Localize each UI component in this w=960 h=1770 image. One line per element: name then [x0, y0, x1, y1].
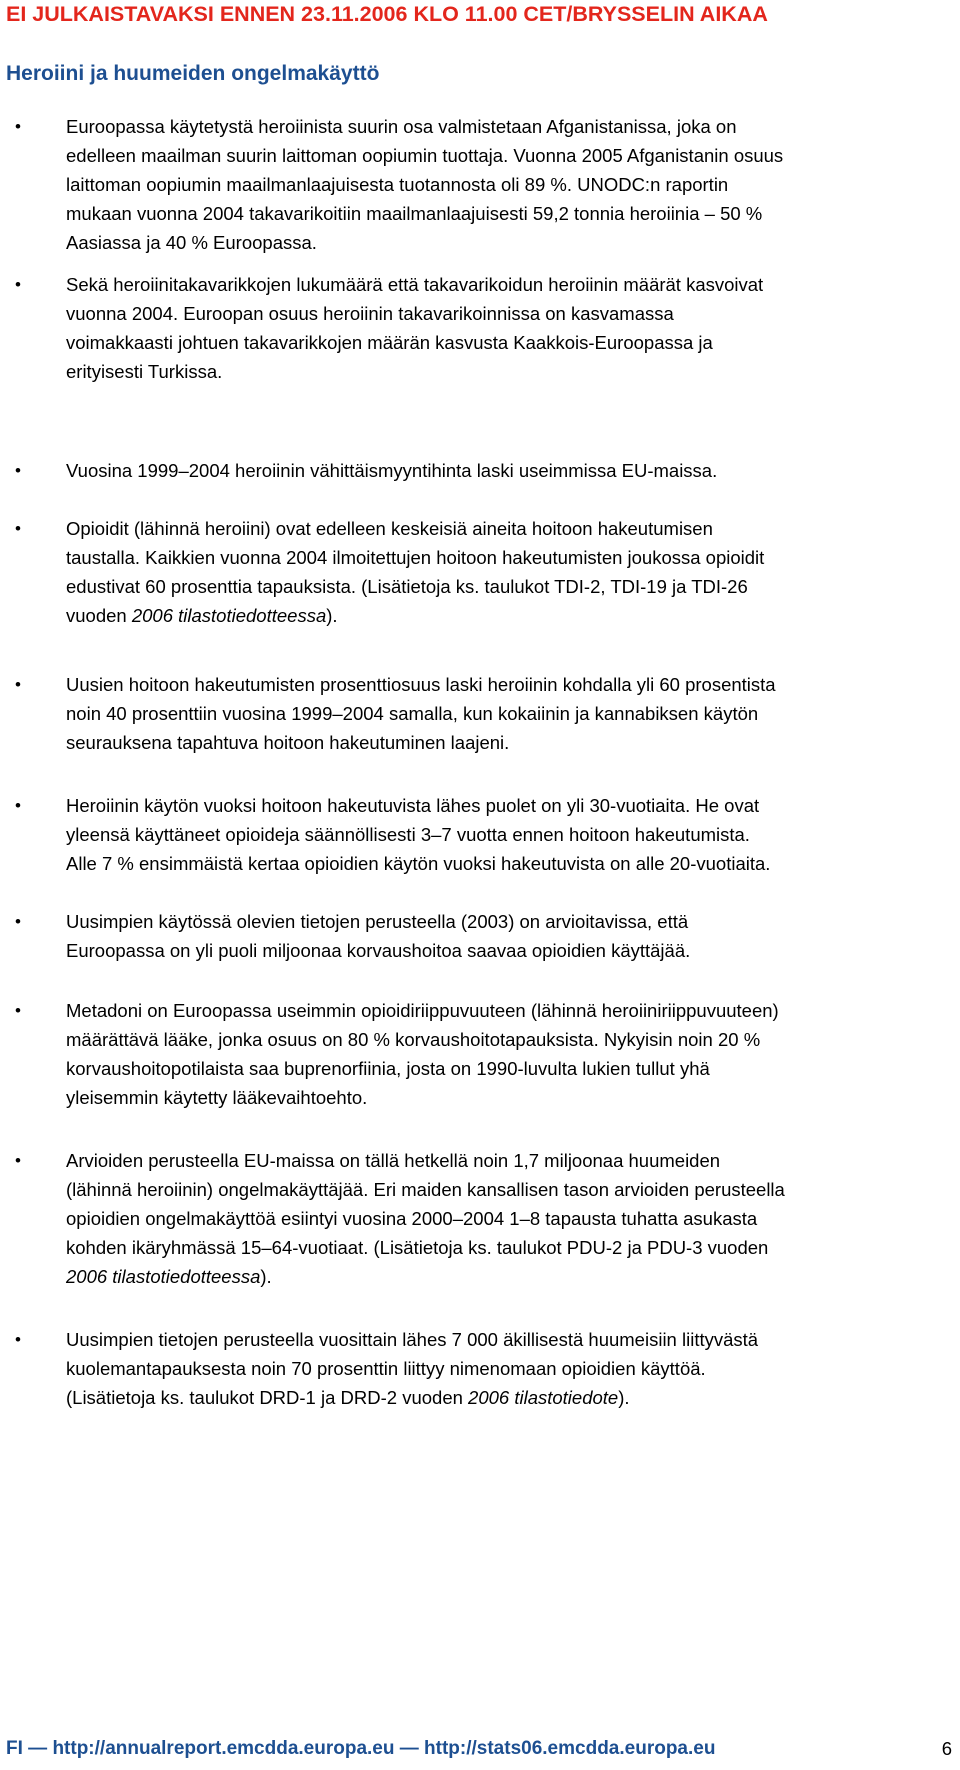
text-segment: vuoden — [66, 605, 132, 626]
text-line: Euroopassa käytetystä heroiinista suurin osa valmistetaan Afganistanissa, joka on — [66, 116, 737, 137]
text-line: vuonna 2004. Euroopan osuus heroiinin takavarikoinnissa on kasvamassa — [66, 303, 674, 324]
paragraph — [66, 270, 956, 386]
text-line: Sekä heroiinitakavarikkojen lukumäärä että takavarikoidun heroiinin määrät kasvoivat — [66, 274, 764, 295]
paragraph — [66, 791, 956, 878]
text-line: seurauksena tapahtuva hoitoon hakeutuminen laajeni. — [66, 732, 510, 753]
text-line: kohden ikäryhmässä 15–64-vuotiaat. (Lisätietoja ks. taulukot PDU-2 ja PDU-3 vuoden — [66, 1237, 769, 1258]
embargo-notice: EI JULKAISTAVAKSI ENNEN 23.11.2006 KLO 11.00 CET/BRYSSELIN AIKAA — [6, 2, 768, 26]
text-line: Aasiassa ja 40 % Euroopassa. — [66, 232, 317, 253]
paragraph — [66, 112, 956, 257]
text-line: kuolemantapauksesta noin 70 prosenttin liittyy nimenomaan opioidien käyttöä. — [66, 1358, 706, 1379]
footer-links[interactable]: FI — http://annualreport.emcdda.europa.eu — http://stats06.emcdda.europa.eu — [6, 1738, 716, 1759]
bullet-icon: • — [15, 1330, 21, 1349]
text-line: mukaan vuonna 2004 takavarikoitiin maailmanlaajuisesti 59,2 tonnia heroiinia – 50 % — [66, 203, 763, 224]
bullet-icon: • — [15, 461, 21, 480]
text-line: laittoman oopiumin maailmanlaajuisesta tuotannosta oli 89 %. UNODC:n raportin — [66, 174, 729, 195]
bullet-icon: • — [15, 519, 21, 538]
text-line: (lähinnä heroiinin) ongelmakäyttäjää. Eri maiden kansallisen tason arvioiden perusteella — [66, 1179, 785, 1200]
publication-title: 2006 tilastotiedotteessa — [66, 1266, 261, 1287]
paragraph — [66, 670, 956, 757]
text-segment: (Lisätietoja ks. taulukot DRD-1 ja DRD-2 vuoden — [66, 1387, 469, 1408]
paragraph — [66, 996, 956, 1112]
section-heading: Heroiini ja huumeiden ongelmakäyttö — [6, 62, 380, 85]
bullet-icon: • — [15, 275, 21, 294]
text-line: Uusimpien käytössä olevien tietojen perusteella (2003) on arvioitavissa, että — [66, 911, 689, 932]
text-line: korvaushoitopotilaista saa buprenorfiinia, josta on 1990-luvulta lukien tullut yhä — [66, 1058, 710, 1079]
text-line: Opioidit (lähinnä heroiini) ovat edelleen keskeisiä aineita hoitoon hakeutumisen — [66, 518, 713, 539]
text-line: Alle 7 % ensimmäistä kertaa opioidien käytön vuoksi hakeutuvista on alle 20-vuotiaita. — [66, 853, 771, 874]
bullet-icon: • — [15, 1151, 21, 1170]
paragraph — [66, 514, 956, 630]
text-line: yleisemmin käytetty lääkevaihtoehto. — [66, 1087, 368, 1108]
text-line: erityisesti Turkissa. — [66, 361, 223, 382]
text-line — [66, 601, 956, 630]
text-line: edelleen maailman suurin laittoman oopiumin tuottaja. Vuonna 2005 Afganistanin osuus — [66, 145, 784, 166]
text-line: Arvioiden perusteella EU-maissa on tällä hetkellä noin 1,7 miljoonaa huumeiden — [66, 1150, 721, 1171]
bullet-icon: • — [15, 675, 21, 694]
text-segment: ). — [260, 1266, 272, 1287]
bullet-icon: • — [15, 1001, 21, 1020]
text-line: Euroopassa on yli puoli miljoonaa korvaushoitoa saavaa opioidien käyttäjää. — [66, 940, 691, 961]
paragraph — [66, 456, 956, 485]
text-line: noin 40 prosenttiin vuosina 1999–2004 samalla, kun kokaiinin ja kannabiksen käytön — [66, 703, 759, 724]
text-line: Metadoni on Euroopassa useimmin opioidiriippuvuuteen (lähinnä heroiiniriippuvuuteen) — [66, 1000, 779, 1021]
bullet-icon: • — [15, 796, 21, 815]
text-line: edustivat 60 prosenttia tapauksista. (Lisätietoja ks. taulukot TDI-2, TDI-19 ja TDI-26 — [66, 576, 748, 597]
text-line: Vuosina 1999–2004 heroiinin vähittäismyyntihinta laski useimmissa EU-maissa. — [66, 460, 718, 481]
text-segment: ). — [618, 1387, 630, 1408]
text-line: Heroiinin käytön vuoksi hoitoon hakeutuvista lähes puolet on yli 30-vuotiaita. He ovat — [66, 795, 760, 816]
publication-title: 2006 tilastotiedote — [468, 1387, 619, 1408]
text-line: taustalla. Kaikkien vuonna 2004 ilmoitettujen hoitoon hakeutumisten joukossa opioidit — [66, 547, 765, 568]
text-line — [66, 1262, 956, 1291]
text-segment: ). — [326, 605, 338, 626]
paragraph — [66, 1325, 956, 1412]
text-line — [66, 1383, 956, 1412]
text-line: Uusien hoitoon hakeutumisten prosenttiosuus laski heroiinin kohdalla yli 60 prosentista — [66, 674, 776, 695]
paragraph — [66, 907, 956, 965]
page-number: 6 — [941, 1738, 952, 1759]
text-line: Uusimpien tietojen perusteella vuosittain lähes 7 000 äkillisestä huumeisiin liittyvästä — [66, 1329, 759, 1350]
text-line: määrättävä lääke, jonka osuus on 80 % korvaushoitotapauksista. Nykyisin noin 20 % — [66, 1029, 761, 1050]
bullet-icon: • — [15, 117, 21, 136]
publication-title: 2006 tilastotiedotteessa — [131, 605, 327, 626]
bullet-icon: • — [15, 912, 21, 931]
text-line: voimakkaasti johtuen takavarikkojen määrän kasvusta Kaakkois-Euroopassa ja — [66, 332, 713, 353]
paragraph — [66, 1146, 956, 1291]
text-line: yleensä käyttäneet opioideja säännöllisesti 3–7 vuotta ennen hoitoon hakeutumista. — [66, 824, 750, 845]
text-line: opioidien ongelmakäyttöä esiintyi vuosina 2000–2004 1–8 tapausta tuhatta asukasta — [66, 1208, 758, 1229]
